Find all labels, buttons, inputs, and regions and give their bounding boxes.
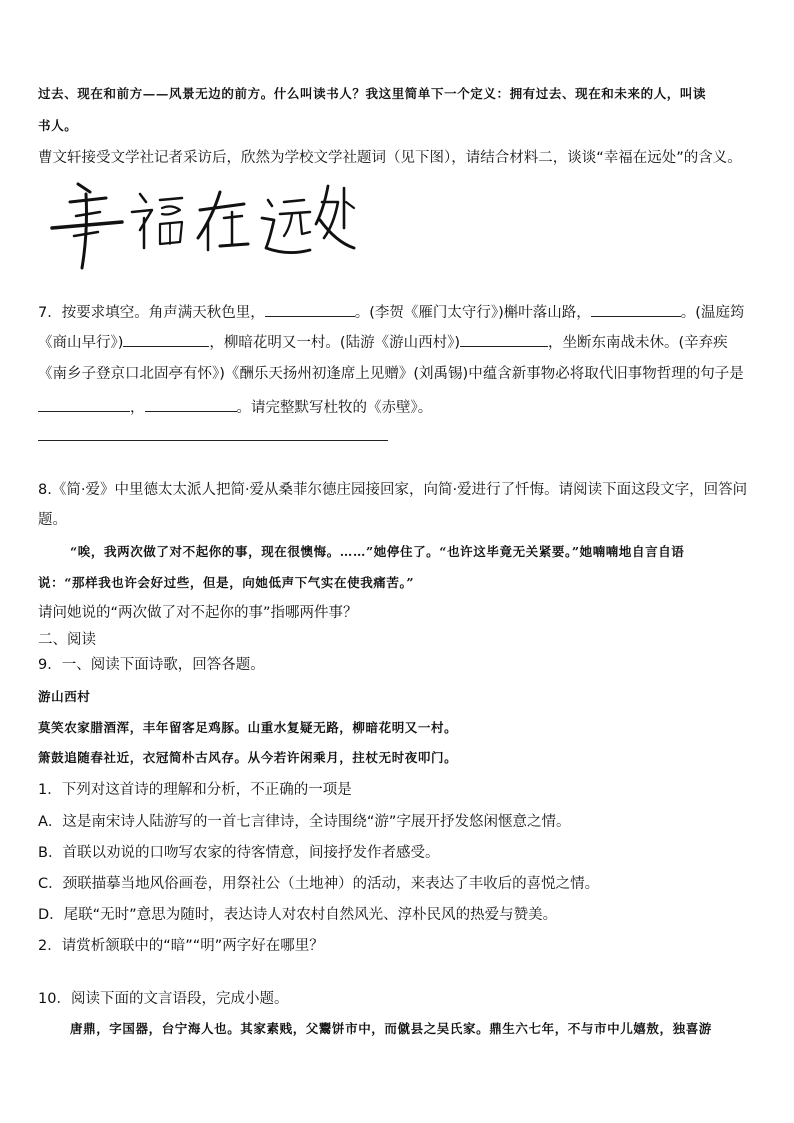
fill-blank[interactable] — [591, 302, 681, 317]
question-8-line: 题。 — [38, 512, 67, 528]
fill-blank[interactable] — [123, 332, 209, 347]
answer-line[interactable] — [38, 440, 388, 441]
question-6-prompt: 曹文轩接受文学社记者采访后，欣然为学校文学社题词（见下图），请结合材料二，谈谈“幸福在远处”的含义。 — [38, 150, 742, 166]
option-a[interactable]: A．这是南宋诗人陆游写的一首七言律诗，全诗围绕“游”字展开抒发悠闲惬意之情。 — [38, 814, 571, 830]
option-b[interactable]: B．首联以劝说的口吻写农家的待客情意，间接抒发作者感受。 — [38, 845, 440, 861]
question-9-heading: 9．一、阅读下面诗歌，回答各题。 — [38, 657, 265, 673]
passage-line: 书人。 — [38, 118, 78, 133]
calligraphy-text: 幸福在远处 — [48, 172, 53, 173]
question-7-line: 《南乡子登京口北固亭有怀》)《酬乐天扬州初逢席上见赠》(刘禹锡)中蕴含新事物必将取代旧事物哲理的句子是 — [38, 366, 744, 382]
fill-blank[interactable] — [145, 397, 237, 412]
question-8-ask: 请问她说的“两次做了对不起你的事”指哪两件事？ — [38, 605, 358, 621]
fill-blank[interactable] — [265, 302, 355, 317]
section-heading: 二、阅读 — [38, 632, 96, 648]
quoted-passage-line: “唉，我两次做了对不起你的事，现在很懊悔。……”她停住了。“也许这毕竟无关紧要。”她喃喃地自言自语 — [70, 544, 685, 559]
classical-passage-line: 唐鼎，字国器，台宁海人也。其家素贱，父鬻饼市中，而僦县之吴氏家。鼎生六七年，不与市中儿嬉敖，独喜游 — [70, 1021, 712, 1036]
question-7-line: 《商山早行》) ，柳暗花明又一村。(陆游《游山西村》) ，坐断东南战未休。(辛弃疾 — [38, 331, 760, 352]
poem-title: 游山西村 — [38, 689, 91, 704]
fill-blank[interactable] — [460, 332, 548, 347]
question-9-sub-1: 1．下列对这首诗的理解和分析，不正确的一项是 — [38, 782, 352, 798]
poem-line: 莫笑农家腊酒浑，丰年留客足鸡豚。山重水复疑无路，柳暗花明又一村。 — [38, 720, 458, 735]
question-9-sub-2: 2．请赏析颔联中的“暗”“明”两字好在哪里？ — [38, 938, 324, 954]
option-d[interactable]: D．尾联“无时”意思为随时，表达诗人对农村自然风光、淳朴民风的热爱与赞美。 — [38, 907, 558, 923]
quoted-passage-line: 说：“那样我也许会好过些，但是，向她低声下气实在使我痛苦。” — [38, 575, 415, 590]
fill-blank[interactable] — [38, 397, 130, 412]
option-c[interactable]: C．颈联描摹当地风俗画卷，用祭社公（土地神）的活动，来表达了丰收后的喜悦之情。 — [38, 876, 600, 892]
passage-line: 过去、现在和前方——风景无边的前方。什么叫读书人？我这里简单下一个定义：拥有过去、现在和未来的人，叫读 — [38, 86, 707, 101]
question-7-line: ， 。请完整默写杜牧的《赤壁》。 — [38, 396, 760, 417]
question-7-line: 7．按要求填空。角声满天秋色里， 。(李贺《雁门太守行》)槲叶落山路， 。(温庭筠 — [38, 301, 760, 322]
poem-line: 箫鼓追随春社近，衣冠简朴古风存。从今若许闲乘月，拄杖无时夜叩门。 — [38, 750, 458, 765]
question-10-heading: 10．阅读下面的文言语段，完成小题。 — [38, 991, 289, 1007]
calligraphy-inscription-image — [48, 172, 358, 272]
question-8-line: 8.《简·爱》中里德太太派人把简·爱从桑菲尔德庄园接回家，向简·爱进行了忏悔。请阅读下面这段文字，回答问 — [38, 482, 748, 498]
